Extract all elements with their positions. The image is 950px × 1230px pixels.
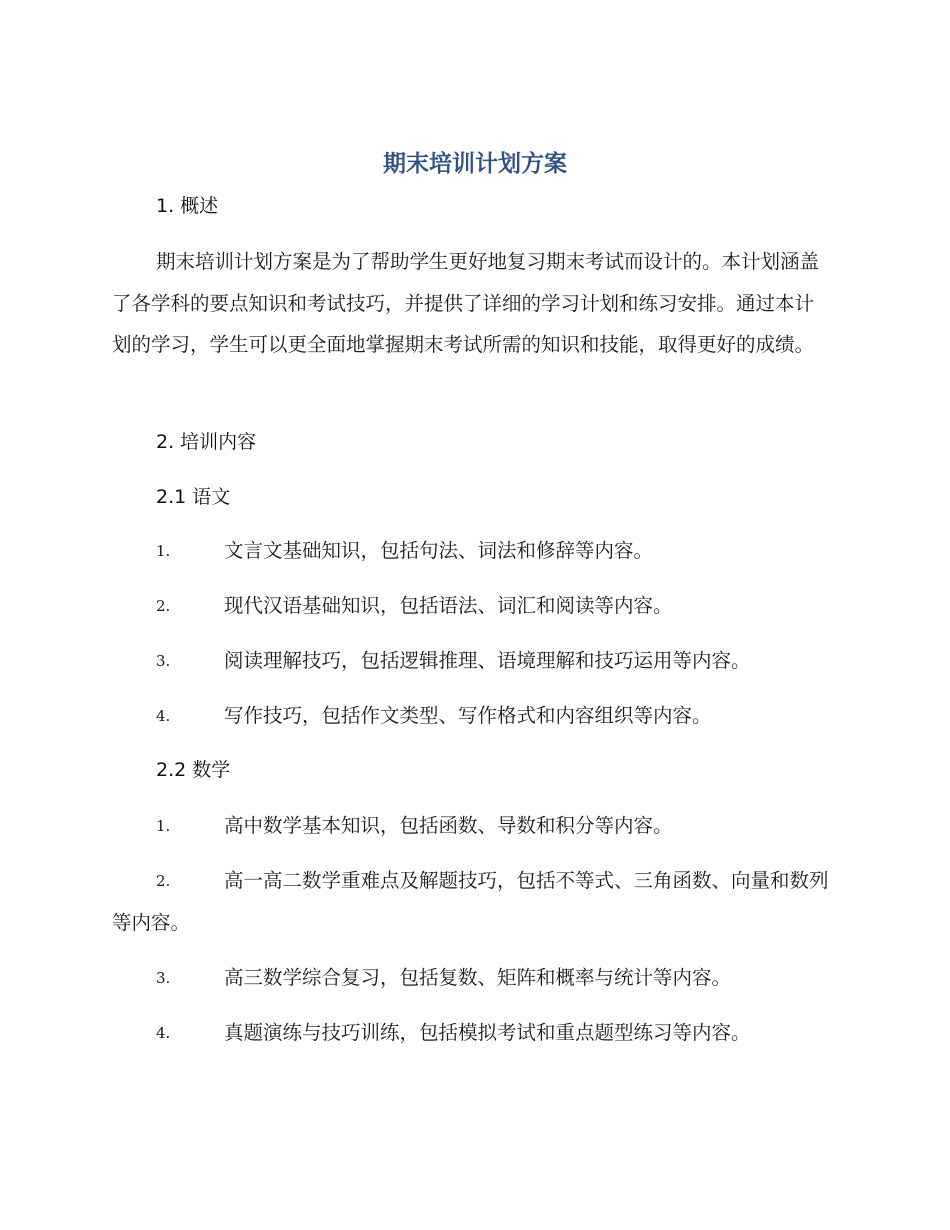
list-item [112, 640, 834, 682]
list-item-text: 现代汉语基础知识，包括语法、词汇和阅读等内容。 [224, 594, 673, 617]
list-item-number: 1. [156, 542, 171, 560]
list-item-number: 3. [156, 652, 171, 670]
list-item-text: 文言文基础知识，包括句法、词法和修辞等内容。 [224, 539, 654, 562]
list-item-text: 阅读理解技巧，包括逻辑推理、语境理解和技巧运用等内容。 [224, 649, 751, 672]
list-item-text: 写作技巧，包括作文类型、写作格式和内容组织等内容。 [224, 704, 712, 727]
section-heading-training-content: 2. 培训内容 [156, 431, 257, 453]
list-item-number: 4. [156, 707, 171, 725]
list-item [112, 860, 834, 944]
list-item-text: 高中数学基本知识，包括函数、导数和积分等内容。 [224, 814, 673, 837]
list-item [112, 957, 834, 999]
list-item [112, 585, 834, 627]
list-item-text: 高三数学综合复习，包括复数、矩阵和概率与统计等内容。 [224, 966, 732, 989]
section-heading-overview: 1. 概述 [156, 195, 219, 217]
list-item-number: 3. [156, 969, 171, 987]
subsection-heading-chinese: 2.1 语文 [156, 486, 231, 508]
overview-paragraph: 期末培训计划方案是为了帮助学生更好地复习期末考试而设计的。本计划涵盖了各学科的要点知识和考试技巧，并提供了详细的学习计划和练习安排。通过本计划的学习，学生可以更全面地掌握期末考试所需的知识和技能，取得更好的成绩。 [112, 250, 820, 356]
subsection-heading-math: 2.2 数学 [156, 759, 231, 781]
list-item-text: 高一高二数学重难点及解题技巧，包括不等式、三角函数、向量和数列等内容。 [112, 869, 829, 934]
list-item [112, 695, 834, 737]
document-title: 期末培训计划方案 [383, 151, 567, 177]
list-item-number: 1. [156, 817, 171, 835]
list-item-text: 真题演练与技巧训练，包括模拟考试和重点题型练习等内容。 [224, 1021, 751, 1044]
list-item [112, 1012, 834, 1054]
list-item-number: 2. [156, 872, 171, 890]
list-item [112, 805, 834, 847]
list-item-number: 4. [156, 1024, 171, 1042]
list-item-number: 2. [156, 597, 171, 615]
list-item [112, 530, 834, 572]
